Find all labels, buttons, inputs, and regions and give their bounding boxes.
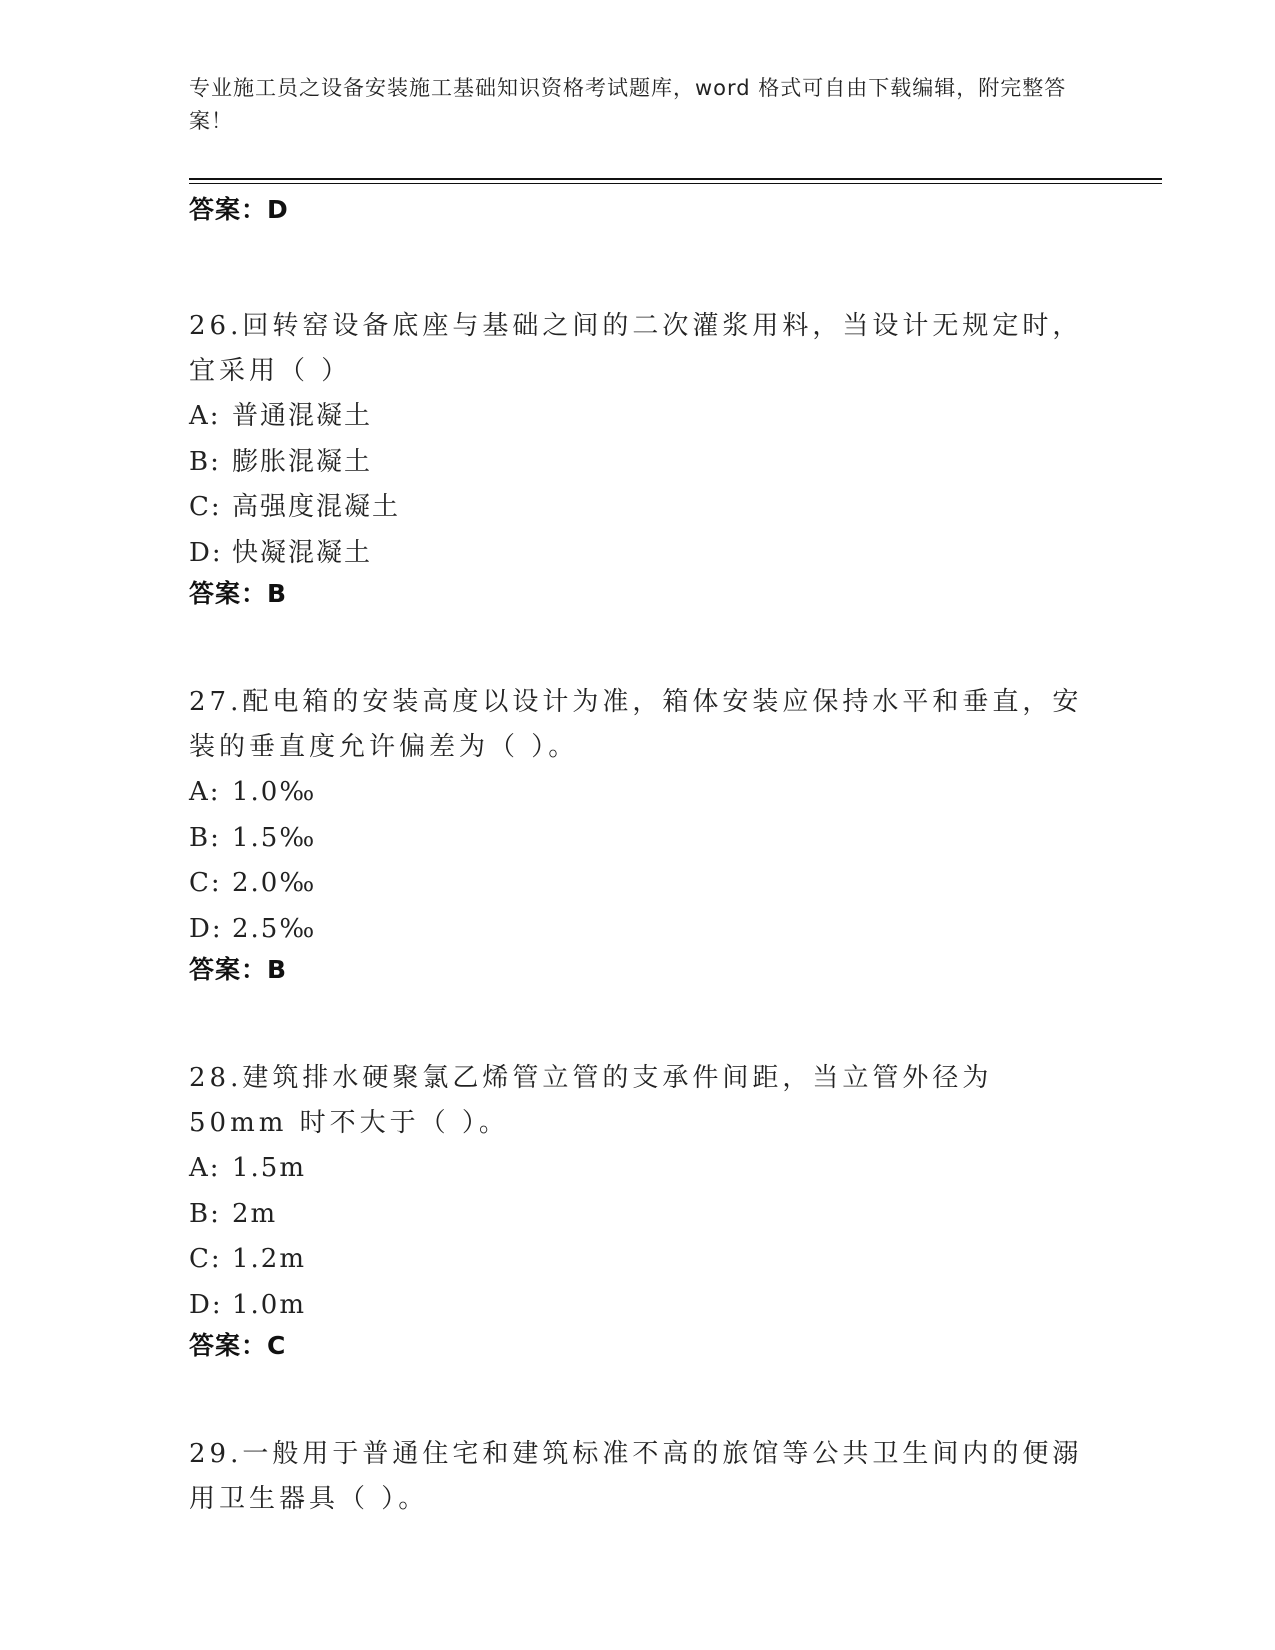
question-stem: 27.配电箱的安装高度以设计为准，箱体安装应保持水平和垂直，安装的垂直度允许偏差为（ ）。 xyxy=(189,687,1083,762)
option-a xyxy=(189,1146,1089,1192)
question-stem: 28.建筑排水硬聚氯乙烯管立管的支承件间距，当立管外径为 50mm 时不大于（ ）。 xyxy=(189,1063,993,1138)
option-key: C: xyxy=(189,868,222,898)
question-block xyxy=(189,1056,1089,1364)
option-c xyxy=(189,1237,1089,1283)
question-block xyxy=(189,680,1089,988)
option-text: 高强度混凝土 xyxy=(232,492,401,522)
option-key: A: xyxy=(189,1153,221,1183)
answer-line: 答案：C xyxy=(189,1331,287,1360)
answer-line: 答案：B xyxy=(189,955,288,984)
spacer xyxy=(189,612,1089,668)
option-text: 2m xyxy=(232,1198,278,1229)
option-b xyxy=(189,440,1089,486)
header-rule-thin xyxy=(189,183,1162,184)
question-block xyxy=(189,304,1089,612)
option-d xyxy=(189,907,1089,953)
option-key: D: xyxy=(189,1289,223,1320)
option-a xyxy=(189,394,1089,440)
option-text: 1.5‰ xyxy=(232,822,317,853)
question-stem: 29.一般用于普通住宅和建筑标准不高的旅馆等公共卫生间内的便溺用卫生器具（ ）。 xyxy=(189,1439,1083,1514)
option-text: 1.5m xyxy=(232,1153,307,1183)
option-text: 1.0‰ xyxy=(232,777,317,807)
option-d xyxy=(189,531,1089,577)
spacer xyxy=(189,1364,1089,1420)
question-block xyxy=(189,1432,1089,1522)
question-content xyxy=(189,192,1089,1522)
option-c xyxy=(189,485,1089,531)
option-text: 膨胀混凝土 xyxy=(232,446,373,477)
option-text: 1.0m xyxy=(232,1289,307,1320)
page-header-text: 专业施工员之设备安装施工基础知识资格考试题库，word 格式可自由下载编辑，附完整答案！ xyxy=(189,76,1067,133)
spacer xyxy=(189,988,1089,1044)
option-key: C: xyxy=(189,1244,222,1274)
question-stem: 26.回转窑设备底座与基础之间的二次灌浆用料，当设计无规定时，宜采用（ ） xyxy=(189,311,1083,386)
option-key: D: xyxy=(189,913,223,944)
option-text: 普通混凝土 xyxy=(232,401,373,431)
option-text: 1.2m xyxy=(232,1244,307,1274)
option-text: 2.5‰ xyxy=(232,913,317,944)
option-key: B: xyxy=(189,446,221,477)
option-key: D: xyxy=(189,537,223,568)
option-key: A: xyxy=(189,401,221,431)
option-d xyxy=(189,1283,1089,1329)
option-key: A: xyxy=(189,777,221,807)
option-text: 2.0‰ xyxy=(232,868,317,898)
header-rule-thick xyxy=(189,178,1162,180)
previous-answer: 答案：D xyxy=(189,195,289,224)
option-c xyxy=(189,861,1089,907)
option-b xyxy=(189,1192,1089,1238)
option-key: C: xyxy=(189,492,222,522)
option-b xyxy=(189,816,1089,862)
option-text: 快凝混凝土 xyxy=(232,537,373,568)
option-a xyxy=(189,770,1089,816)
answer-line: 答案：B xyxy=(189,579,288,608)
option-key: B: xyxy=(189,1198,221,1229)
option-key: B: xyxy=(189,822,221,853)
